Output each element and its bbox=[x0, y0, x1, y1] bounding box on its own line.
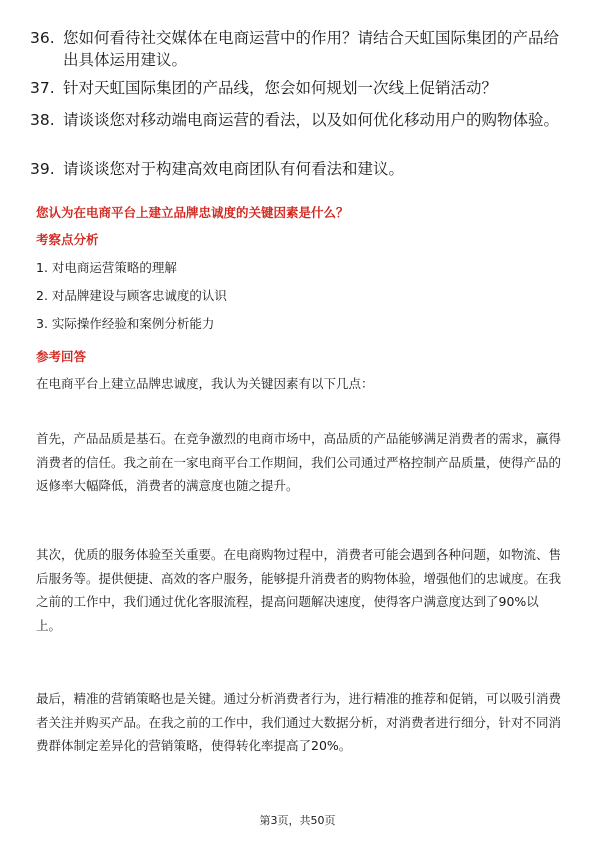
question-39 bbox=[30, 158, 570, 180]
question-number: 37. bbox=[30, 79, 55, 97]
question-number: 39. bbox=[30, 160, 55, 178]
highlight-question: 您认为在电商平台上建立品牌忠诚度的关键因素是什么？ bbox=[36, 205, 349, 220]
answer-heading: 参考回答 bbox=[36, 349, 87, 364]
analysis-heading: 考察点分析 bbox=[36, 232, 99, 247]
question-number: 38. bbox=[30, 111, 55, 129]
analysis-item: 2. 对品牌建设与顾客忠诚度的认识 bbox=[36, 288, 227, 303]
question-text: 您如何看待社交媒体在电商运营中的作用？请结合天虹国际集团的产品给出具体运用建议。 bbox=[63, 29, 560, 69]
analysis-item: 1. 对电商运营策略的理解 bbox=[36, 260, 177, 275]
answer-paragraph-1: 首先，产品品质是基石。在竞争激烈的电商市场中，高品质的产品能够满足消费者的需求，赢得消费者的信任。我之前在一家电商平台工作期间，我们公司通过严格控制产品质量，使得产品的返修率大幅降低，消费者的满意度也随之提升。 bbox=[36, 431, 562, 493]
analysis-item: 3. 实际操作经验和案例分析能力 bbox=[36, 316, 215, 331]
answer-intro: 在电商平台上建立品牌忠诚度，我认为关键因素有以下几点： bbox=[36, 376, 374, 391]
question-text: 针对天虹国际集团的产品线，您会如何规划一次线上促销活动？ bbox=[63, 79, 498, 97]
question-36 bbox=[30, 27, 570, 71]
answer-paragraph-3: 最后，精准的营销策略也是关键。通过分析消费者行为，进行精准的推荐和促销，可以吸引消费者关注并购买产品。在我之前的工作中，我们通过大数据分析，对消费者进行细分，针对不同消费群体制定差异化的营销策略，使得转化率提高了20%。 bbox=[36, 691, 562, 753]
question-text: 请谈谈您对于构建高效电商团队有何看法和建议。 bbox=[63, 160, 405, 178]
question-38 bbox=[30, 109, 570, 131]
question-text: 请谈谈您对移动端电商运营的看法，以及如何优化移动用户的购物体验。 bbox=[63, 111, 560, 129]
question-number: 36. bbox=[30, 29, 55, 47]
question-37 bbox=[30, 77, 570, 99]
page-footer: 第3页，共50页 bbox=[259, 814, 336, 827]
answer-paragraph-2: 其次，优质的服务体验至关重要。在电商购物过程中，消费者可能会遇到各种问题，如物流、售后服务等。提供便捷、高效的客户服务，能够提升消费者的购物体验，增强他们的忠诚度。在我之前的工作中，我们通过优化客服流程，提高问题解决速度，使得客户满意度达到了90%以上。 bbox=[36, 547, 562, 633]
